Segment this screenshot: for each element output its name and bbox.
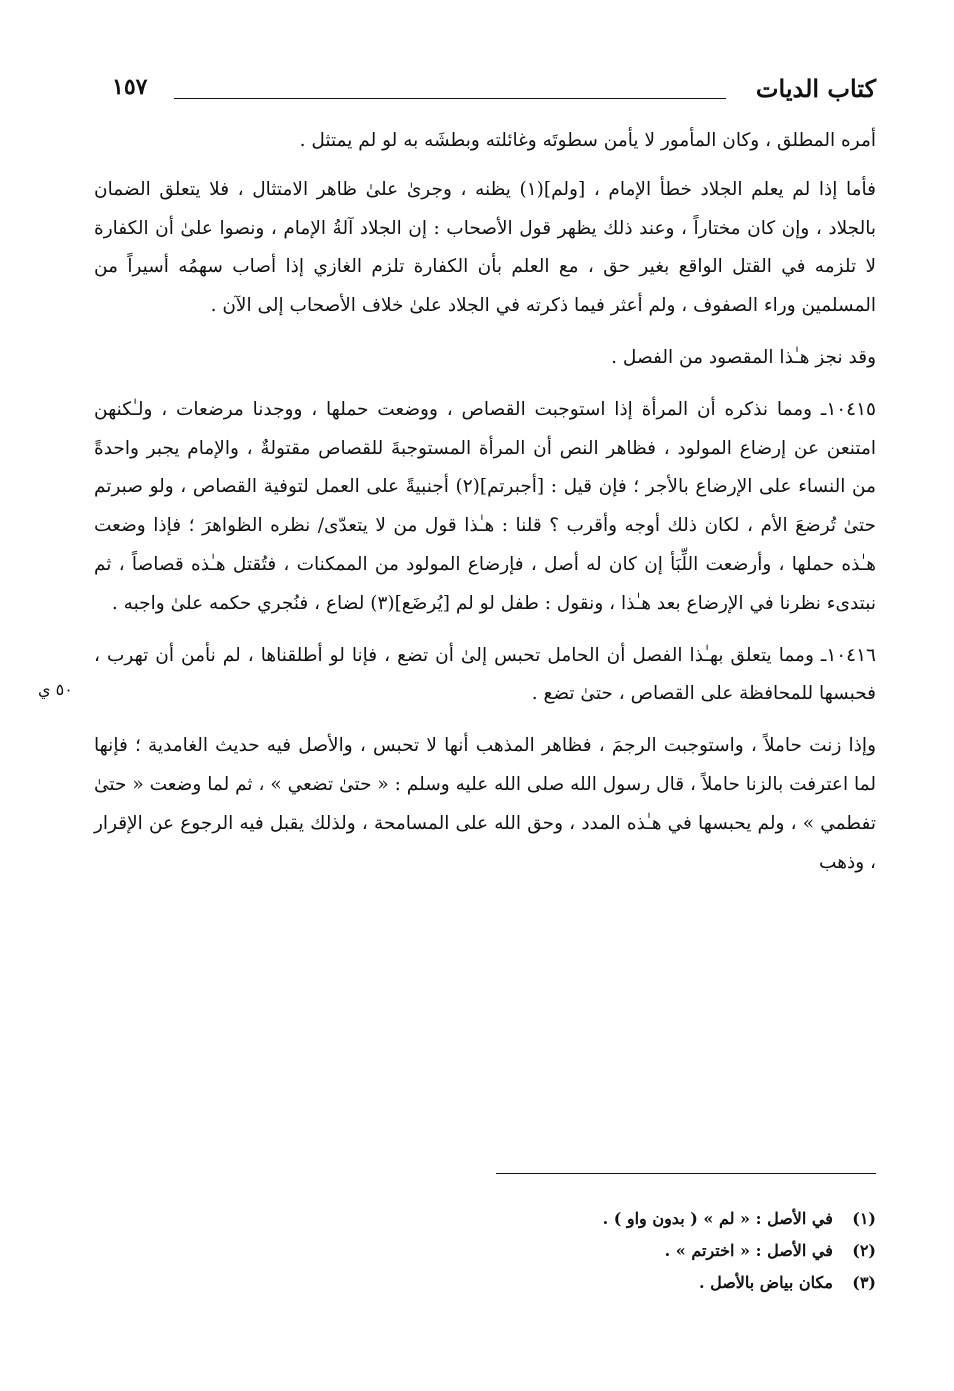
footnote-text: مكان بياض بالأصل .	[698, 1273, 833, 1292]
footnote-text: في الأصل : « اخترتم » .	[664, 1241, 833, 1260]
footnote-2	[603, 1235, 876, 1267]
footnote-number: (٢)	[852, 1241, 876, 1260]
manuscript-folio-note: ٥٠ ي	[38, 680, 73, 699]
footnote-rule	[496, 1173, 876, 1174]
footnotes	[603, 1203, 876, 1299]
paragraph-2: فأما إذا لم يعلم الجلاد خطأ الإمام ، [ولم](١) يظنه ، وجرىٰ علىٰ ظاهر الامتثال ، فلا يتعلق الضمان بالجلاد ، وإن كان مختاراً ، وعند ذلك يظهر قول الأصحاب : إن الجلاد آلةُ الإمام ، ونصوا علىٰ أن الكفارة لا تلزمه في القتل الواقع بغير حق ، مع العلم بأن الكفارة تلزم الغازي إذا أصاب سهمُه أسيراً من المسلمين وراء الصفوف ، ولم أعثر فيما ذكرته في الجلاد علىٰ خلاف الأصحاب إلى الآن .	[94, 178, 876, 317]
paragraph-3: وقد نجز هـٰذا المقصود من الفصل .	[611, 346, 876, 368]
footnote-number: (٣)	[852, 1273, 876, 1292]
footnote-text: في الأصل : « لم » ( بدون واو ) .	[602, 1209, 833, 1228]
footnote-1	[603, 1203, 876, 1235]
paragraph-10416: ١٠٤١٦ـ ومما يتعلق بهـٰذا الفصل أن الحامل تحبس إلىٰ أن تضع ، فإنا لو أطلقناها ، لم نأمن أن تهرب ، فحبسها للمحافظة على القصاص ، حتىٰ تضع .	[94, 644, 876, 705]
footnote-number: (١)	[852, 1209, 876, 1228]
running-header	[112, 74, 876, 104]
footnote-3	[603, 1267, 876, 1299]
page-number: ١٥٧	[112, 74, 148, 100]
paragraph-1: أمره المطلق ، وكان المأمور لا يأمن سطوتَه وغائلته وبطشَه به لو لم يمتثل .	[299, 130, 876, 151]
main-text	[94, 122, 876, 895]
header-title: كتاب الديات	[755, 74, 876, 103]
paragraph-6: وإذا زنت حاملاً ، واستوجبت الرجمَ ، فظاهر المذهب أنها لا تحبس ، والأصل فيه حديث الغامدية ؛ فإنها لما اعترفت بالزنا حاملاً ، قال رسول الله صلى الله عليه وسلم : « حتىٰ تضعي » ، ثم لما وضعت « حتىٰ تفطمي » ، ولم يحبسها في هـٰذه المدد ، وحق الله على المسامحة ، ولذلك يقبل فيه الرجوع عن الإقرار ، وذهب	[94, 735, 876, 873]
paragraph-10415: ١٠٤١٥ـ ومما نذكره أن المرأة إذا استوجبت القصاص ، ووضعت حملها ، ووجدنا مرضعات ، ولـٰكنهن امتنعن عن إرضاع المولود ، فظاهر النص أن المرأة المستوجبةَ للقصاص مقتولةٌ ، والإمام يجبر واحدةً من النساء على الإرضاع بالأجر ؛ فإن قيل : [أجبرتم](٢) أجنبيةً على العمل لتوفية القصاص ، ولو صبرتم حتىٰ تُرضعَ الأم ، لكان ذلك أوجه وأقرب ؟ قلنا : هـٰذا قول من لا يتعدّى/ نظره الظواهرَ ؛ فإذا وضعت هـٰذه حملها ، وأرضعت اللِّبَأ إن كان له أصل ، فإرضاع المولود من الممكنات ، فتُقتل هـٰذه قصاصاً ، ثم نبتدىء نظرنا في الإرضاع بعد هـٰذا ، ونقول : طفل لو لم [يُرضَع](٣) لضاع ، فنُجري حكمه علىٰ واجبه .	[94, 398, 876, 614]
header-rule	[174, 98, 726, 99]
